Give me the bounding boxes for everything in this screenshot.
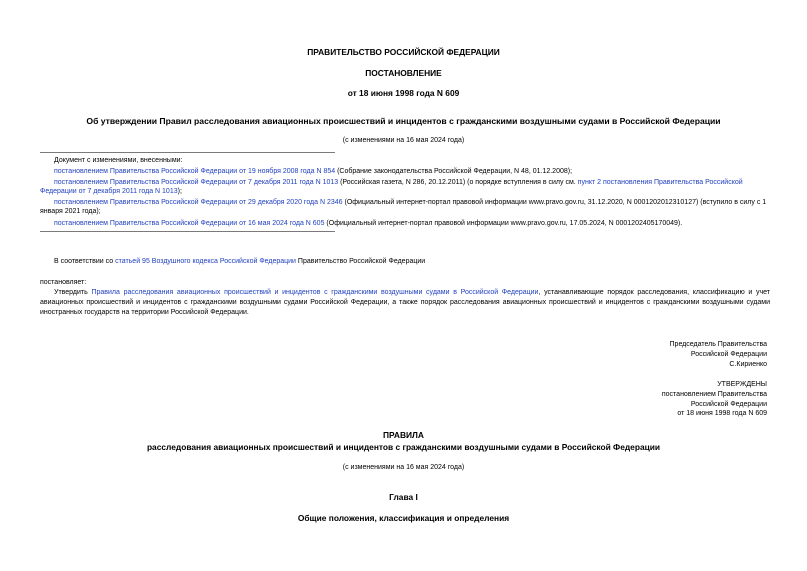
approval-block [662,380,767,419]
decree-paragraph: Утвердить Правила расследования авиационных происшествий и инцидентов с гражданскими воздушными судами в Российской Федерации, устанавливающие порядок расследования, классификацию и учет авиационных происшествий и инцидентов с гражданскими воздушными судами Российской Федерации, а также порядок расследования авиационных происшествий и инцидентов с гражданскими воздушными судами иностранных государств на территории Российской Федерации. [40,289,770,316]
rules-subtitle: расследования авиационных происшествий и инцидентов с гражданскими воздушными судами в Российской Федерации [146,442,661,452]
approved-label: УТВЕРЖДЕНЫ [717,381,767,388]
change-link[interactable]: постановлением Правительства Российской Федерации от 7 декабря 2011 года N 1013 [54,179,339,187]
change-item: постановлением Правительства Российской Федерации от 29 декабря 2020 года N 2346 (Официальный интернет-портал правовой информации www.pravo.gov.ru, 31.12.2020, N 0001202012310127) (вступило в силу с 1 января 2021 года); [40,199,767,216]
signer-position: Председатель Правительства [669,341,767,348]
rules-link[interactable]: Правила расследования авиационных происшествий и инцидентов с гражданскими воздушными судами в Российской Федерации [91,289,539,296]
changes-block [40,156,770,228]
approved-org: Российской Федерации [690,400,767,408]
change-link[interactable]: постановлением Правительства Российской Федерации от 16 мая 2024 года N 605 [54,219,325,227]
approved-date: от 18 июня 1998 года N 609 [677,410,767,418]
change-link[interactable]: постановлением Правительства Российской Федерации от 29 декабря 2020 года N 2346 [54,199,343,207]
change-item: постановлением Правительства Российской Федерации от 7 декабря 2011 года N 1013 (Российская газета, N 286, 20.12.2011) (о порядке вступления в силу см. пункт 2 постановления Правительства Российской Федерации от 7 декабря 2011 года N 1013); [40,179,743,196]
chapter-heading: Глава I [389,492,418,502]
signature-block [670,340,767,369]
rules-revision-note: (с изменениями на 16 мая 2024 года) [342,464,465,471]
approved-by: постановлением Правительства [661,390,767,398]
doc-date: от 18 июня 1998 года N 609 [347,88,460,98]
revision-note: (с изменениями на 16 мая 2024 года) [342,137,465,144]
change-link-point[interactable]: пункт 2 постановления Правительства Российской Федерации от 7 декабря 2011 года N 1013 [40,179,743,196]
document-title: Об утверждении Правил расследования авиационных происшествий и инцидентов с гражданскими воздушными судами в Российской Федерации [86,116,721,126]
chapter-title: Общие положения, классификация и определения [297,513,510,523]
code-article-link[interactable]: статьей 95 Воздушного кодекса Российской Федерации [115,258,296,265]
rules-title: ПРАВИЛА [383,430,424,440]
issuer-heading: ПРАВИТЕЛЬСТВО РОССИЙСКОЙ ФЕДЕРАЦИИ [307,47,500,57]
doc-type-heading: ПОСТАНОВЛЕНИЕ [365,68,442,78]
divider-bottom [40,231,335,232]
decree-label: постановляет: [40,279,87,286]
divider-top [40,152,335,153]
change-item: постановлением Правительства Российской Федерации от 16 мая 2024 года N 605 (Официальный интернет-портал правовой информации www.pravo.gov.ru, 17.05.2024, N 0001202405170049). [54,219,683,227]
change-item: постановлением Правительства Российской Федерации от 19 ноября 2008 года N 854 (Собрание законодательства Российской Федерации, N 48, 01.12.2008); [54,168,573,176]
changes-intro: Документ с изменениями, внесенными: [54,157,183,164]
signer-name: С.Кириенко [729,360,767,368]
basis-paragraph: В соответствии со статьей 95 Воздушного кодекса Российской Федерации Правительство Российской Федерации [54,258,426,265]
signer-org: Российской Федерации [690,350,767,358]
change-link[interactable]: постановлением Правительства Российской Федерации от 19 ноября 2008 года N 854 [54,168,336,176]
